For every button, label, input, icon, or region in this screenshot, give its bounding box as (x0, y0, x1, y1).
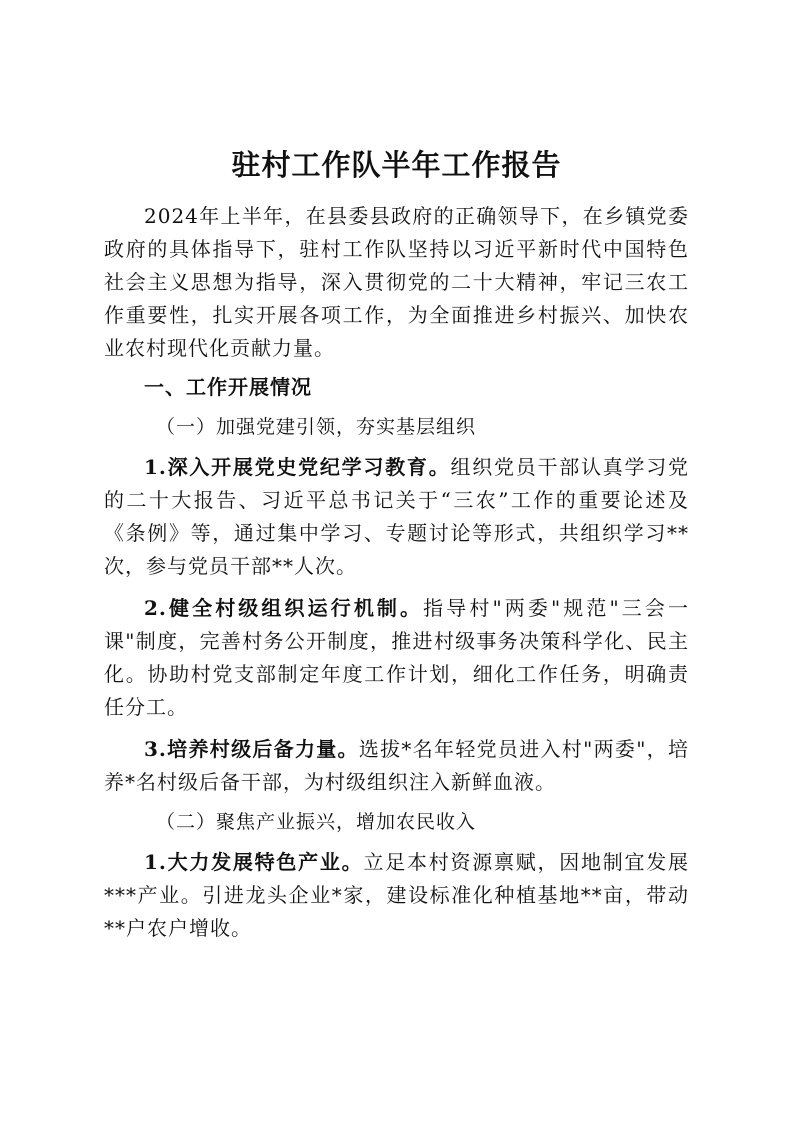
subsection-heading-1: （一）加强党建引领，夯实基层组织 (156, 416, 477, 438)
paragraph-text: 组织党员干部认真学习党的二十大报告、习近平总书记关于“三农”工作的重要论述及《条例》等，通过集中学习、专题讨论等形式，共组织学习**次，参与党员干部**人次。 (104, 455, 689, 578)
paragraph-text: 选拔*名年轻党员进入村"两委"，培养*名村级后备干部，为村级组织注入新鲜血液。 (104, 737, 689, 794)
paragraph-lead: 1.深入开展党史党纪学习教育。 (144, 455, 451, 479)
paragraph-1-2 (104, 592, 689, 724)
section-heading-1: 一、工作开展情况 (144, 375, 312, 399)
paragraph-text: 指导村"两委"规范"三会一课"制度，完善村务公开制度，推进村级事务决策科学化、民主化。协助村党支部制定年度工作计划，细化工作任务，明确责任分工。 (104, 596, 689, 719)
paragraph-lead: 2.健全村级组织运行机制。 (144, 596, 424, 620)
paragraph-1-1 (104, 451, 689, 583)
paragraph-lead: 3.培养村级后备力量。 (144, 737, 359, 761)
intro-paragraph: 2024年上半年，在县委县政府的正确领导下，在乡镇党委政府的具体指导下，驻村工作队坚持以习近平新时代中国特色社会主义思想为指导，深入贯彻党的二十大精神，牢记三农工作重要性，扎实开展各项工作，为全面推进乡村振兴、加快农业农村现代化贡献力量。 (104, 204, 689, 360)
paragraph-1-3 (104, 733, 689, 799)
paragraph-text: 立足本村资源禀赋，因地制宜发展***产业。引进龙头企业*家，建设标准化种植基地**亩，带动**户农户增收。 (104, 850, 690, 940)
document-title: 驻村工作队半年工作报告 (231, 148, 562, 182)
subsection-heading-2: （二）聚焦产业振兴，增加农民收入 (156, 811, 477, 833)
paragraph-2-1 (104, 846, 689, 945)
paragraph-lead: 1.大力发展特色产业。 (144, 850, 364, 874)
